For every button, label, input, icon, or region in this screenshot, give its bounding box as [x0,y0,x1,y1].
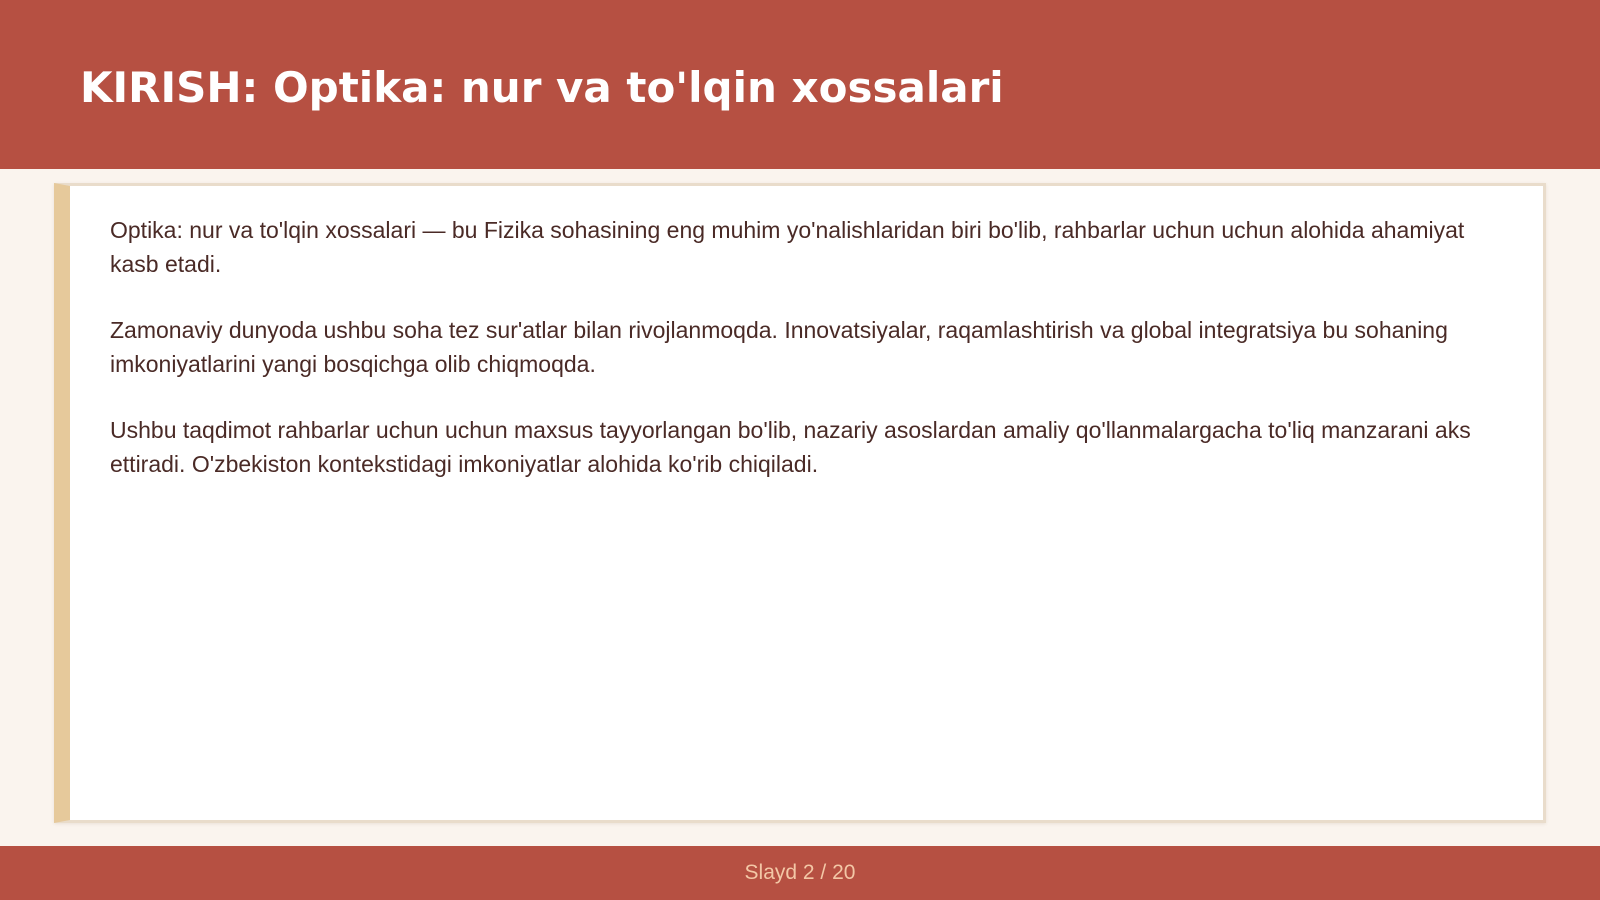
content-card [54,183,1546,823]
content-body [110,213,1500,513]
paragraph-presentation-purpose: Ushbu taqdimot rahbarlar uchun uchun maxsus tayyorlangan bo'lib, nazariy asoslardan amaliy qo'llanmalargacha to'liq manzarani aks ettiradi. O'zbekiston kontekstidagi imkoniyatlar alohida ko'rib chiqiladi. [110,417,1471,477]
slide-title: KIRISH: Optika: nur va to'lqin xossalari [80,63,1004,112]
slide-counter: Slayd 2 / 20 [744,861,856,884]
paragraph-modern-world: Zamonaviy dunyoda ushbu soha tez sur'atlar bilan rivojlanmoqda. Innovatsiyalar, raqamlashtirish va global integratsiya bu sohaning imkoniyatlarini yangi bosqichga olib chiqmoqda. [110,317,1448,377]
paragraph-intro: Optika: nur va to'lqin xossalari — bu Fizika sohasining eng muhim yo'nalishlaridan biri bo'lib, rahbarlar uchun uchun alohida ahamiyat kasb etadi. [110,217,1465,277]
slide-header [0,0,1600,169]
slide-footer [0,846,1600,900]
